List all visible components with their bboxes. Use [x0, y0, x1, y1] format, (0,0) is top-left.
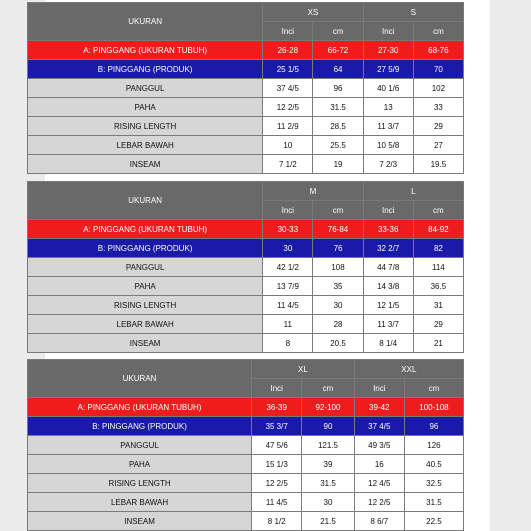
cell-value: 12 4/5	[354, 474, 404, 493]
size-header: L	[363, 182, 463, 201]
cell-value: 42 1/2	[263, 258, 313, 277]
unit-header: cm	[404, 379, 463, 398]
row-label: A: PINGGANG (UKURAN TUBUH)	[28, 220, 263, 239]
table-row	[28, 493, 464, 512]
cell-value: 21.5	[302, 512, 354, 531]
cell-value: 8	[263, 334, 313, 353]
cell-value: 15 1/3	[252, 455, 302, 474]
table-row	[28, 258, 464, 277]
cell-value: 126	[404, 436, 463, 455]
cell-value: 32 2/7	[363, 239, 413, 258]
table-row	[28, 296, 464, 315]
cell-value: 64	[313, 60, 363, 79]
table-row	[28, 98, 464, 117]
cell-value: 31.5	[313, 98, 363, 117]
cell-value: 11 4/5	[252, 493, 302, 512]
cell-value: 121.5	[302, 436, 354, 455]
cell-value: 30-33	[263, 220, 313, 239]
cell-value: 28	[313, 315, 363, 334]
table-row	[28, 334, 464, 353]
cell-value: 13	[363, 98, 413, 117]
cell-value: 36-39	[252, 398, 302, 417]
table-row	[28, 60, 464, 79]
unit-header: Inci	[263, 22, 313, 41]
cell-value: 90	[302, 417, 354, 436]
cell-value: 26-28	[263, 41, 313, 60]
cell-value: 70	[413, 60, 463, 79]
cell-value: 30	[302, 493, 354, 512]
cell-value: 19	[313, 155, 363, 174]
cell-value: 37 4/5	[354, 417, 404, 436]
cell-value: 35	[313, 277, 363, 296]
size-header: XL	[252, 360, 355, 379]
row-label: B: PINGGANG (PRODUK)	[28, 60, 263, 79]
cell-value: 21	[413, 334, 463, 353]
cell-value: 8 1/2	[252, 512, 302, 531]
cell-value: 92-100	[302, 398, 354, 417]
cell-value: 25 1/5	[263, 60, 313, 79]
unit-header: Inci	[263, 201, 313, 220]
cell-value: 30	[313, 296, 363, 315]
table-header-row	[28, 3, 464, 22]
table-row	[28, 315, 464, 334]
cell-value: 31.5	[404, 493, 463, 512]
cell-value: 8 1/4	[363, 334, 413, 353]
unit-header: cm	[313, 201, 363, 220]
cell-value: 32.5	[404, 474, 463, 493]
row-label: PANGGUL	[28, 436, 252, 455]
unit-header: cm	[302, 379, 354, 398]
size-header: S	[363, 3, 463, 22]
unit-header: Inci	[354, 379, 404, 398]
cell-value: 44 7/8	[363, 258, 413, 277]
cell-value: 27-30	[363, 41, 413, 60]
cell-value: 12 2/5	[263, 98, 313, 117]
cell-value: 31.5	[302, 474, 354, 493]
table-row	[28, 398, 464, 417]
cell-value: 40 1/6	[363, 79, 413, 98]
cell-value: 12 1/5	[363, 296, 413, 315]
row-label: PAHA	[28, 98, 263, 117]
cell-value: 76	[313, 239, 363, 258]
cell-value: 27 5/9	[363, 60, 413, 79]
table-row	[28, 436, 464, 455]
cell-value: 29	[413, 117, 463, 136]
cell-value: 114	[413, 258, 463, 277]
cell-value: 39	[302, 455, 354, 474]
cell-value: 49 3/5	[354, 436, 404, 455]
cell-value: 108	[313, 258, 363, 277]
cell-value: 20.5	[313, 334, 363, 353]
cell-value: 11 4/5	[263, 296, 313, 315]
cell-value: 12 2/5	[354, 493, 404, 512]
cell-value: 31	[413, 296, 463, 315]
row-label: PANGGUL	[28, 79, 263, 98]
table-row	[28, 41, 464, 60]
cell-value: 96	[313, 79, 363, 98]
size-header: M	[263, 182, 363, 201]
cell-value: 76-84	[313, 220, 363, 239]
cell-value: 27	[413, 136, 463, 155]
size-header: XS	[263, 3, 363, 22]
unit-header: cm	[413, 201, 463, 220]
ukuran-header: UKURAN	[28, 3, 263, 41]
table-header-row	[28, 182, 464, 201]
cell-value: 7 2/3	[363, 155, 413, 174]
row-label: PANGGUL	[28, 258, 263, 277]
cell-value: 82	[413, 239, 463, 258]
row-label: LEBAR BAWAH	[28, 315, 263, 334]
cell-value: 7 1/2	[263, 155, 313, 174]
row-label: PAHA	[28, 455, 252, 474]
cell-value: 13 7/9	[263, 277, 313, 296]
unit-header: cm	[313, 22, 363, 41]
row-label: A: PINGGANG (UKURAN TUBUH)	[28, 398, 252, 417]
cell-value: 11 2/9	[263, 117, 313, 136]
cell-value: 35 3/7	[252, 417, 302, 436]
unit-header: cm	[413, 22, 463, 41]
cell-value: 96	[404, 417, 463, 436]
cell-value: 8 6/7	[354, 512, 404, 531]
table-row	[28, 455, 464, 474]
cell-value: 33-36	[363, 220, 413, 239]
row-label: B: PINGGANG (PRODUK)	[28, 417, 252, 436]
cell-value: 36.5	[413, 277, 463, 296]
cell-value: 37 4/5	[263, 79, 313, 98]
cell-value: 40.5	[404, 455, 463, 474]
row-label: LEBAR BAWAH	[28, 493, 252, 512]
table-header-row	[28, 360, 464, 379]
row-label: RISING LENGTH	[28, 117, 263, 136]
cell-value: 68-76	[413, 41, 463, 60]
cell-value: 16	[354, 455, 404, 474]
cell-value: 47 5/6	[252, 436, 302, 455]
row-label: INSEAM	[28, 334, 263, 353]
cell-value: 39-42	[354, 398, 404, 417]
row-label: RISING LENGTH	[28, 296, 263, 315]
table-row	[28, 239, 464, 258]
row-label: LEBAR BAWAH	[28, 136, 263, 155]
table-row	[28, 220, 464, 239]
ukuran-header: UKURAN	[28, 182, 263, 220]
cell-value: 11 3/7	[363, 315, 413, 334]
table-row	[28, 117, 464, 136]
cell-value: 33	[413, 98, 463, 117]
cell-value: 11	[263, 315, 313, 334]
ukuran-header: UKURAN	[28, 360, 252, 398]
cell-value: 84-92	[413, 220, 463, 239]
table-row	[28, 417, 464, 436]
row-label: INSEAM	[28, 512, 252, 531]
cell-value: 10 5/8	[363, 136, 413, 155]
cell-value: 22.5	[404, 512, 463, 531]
size-table-m-l	[27, 181, 464, 353]
table-row	[28, 155, 464, 174]
table-row	[28, 136, 464, 155]
row-label: A: PINGGANG (UKURAN TUBUH)	[28, 41, 263, 60]
cell-value: 100-108	[404, 398, 463, 417]
row-label: INSEAM	[28, 155, 263, 174]
size-table-xs-s	[27, 2, 464, 174]
cell-value: 14 3/8	[363, 277, 413, 296]
row-label: B: PINGGANG (PRODUK)	[28, 239, 263, 258]
table-row	[28, 474, 464, 493]
unit-header: Inci	[252, 379, 302, 398]
unit-header: Inci	[363, 22, 413, 41]
size-header: XXL	[354, 360, 463, 379]
cell-value: 102	[413, 79, 463, 98]
table-row	[28, 79, 464, 98]
table-row	[28, 277, 464, 296]
cell-value: 30	[263, 239, 313, 258]
table-row	[28, 512, 464, 531]
row-label: RISING LENGTH	[28, 474, 252, 493]
cell-value: 66-72	[313, 41, 363, 60]
cell-value: 12 2/5	[252, 474, 302, 493]
cell-value: 19.5	[413, 155, 463, 174]
row-label: PAHA	[28, 277, 263, 296]
cell-value: 28.5	[313, 117, 363, 136]
size-table-xl-xxl	[27, 359, 464, 531]
cell-value: 11 3/7	[363, 117, 413, 136]
cell-value: 29	[413, 315, 463, 334]
cell-value: 25.5	[313, 136, 363, 155]
unit-header: Inci	[363, 201, 413, 220]
cell-value: 10	[263, 136, 313, 155]
